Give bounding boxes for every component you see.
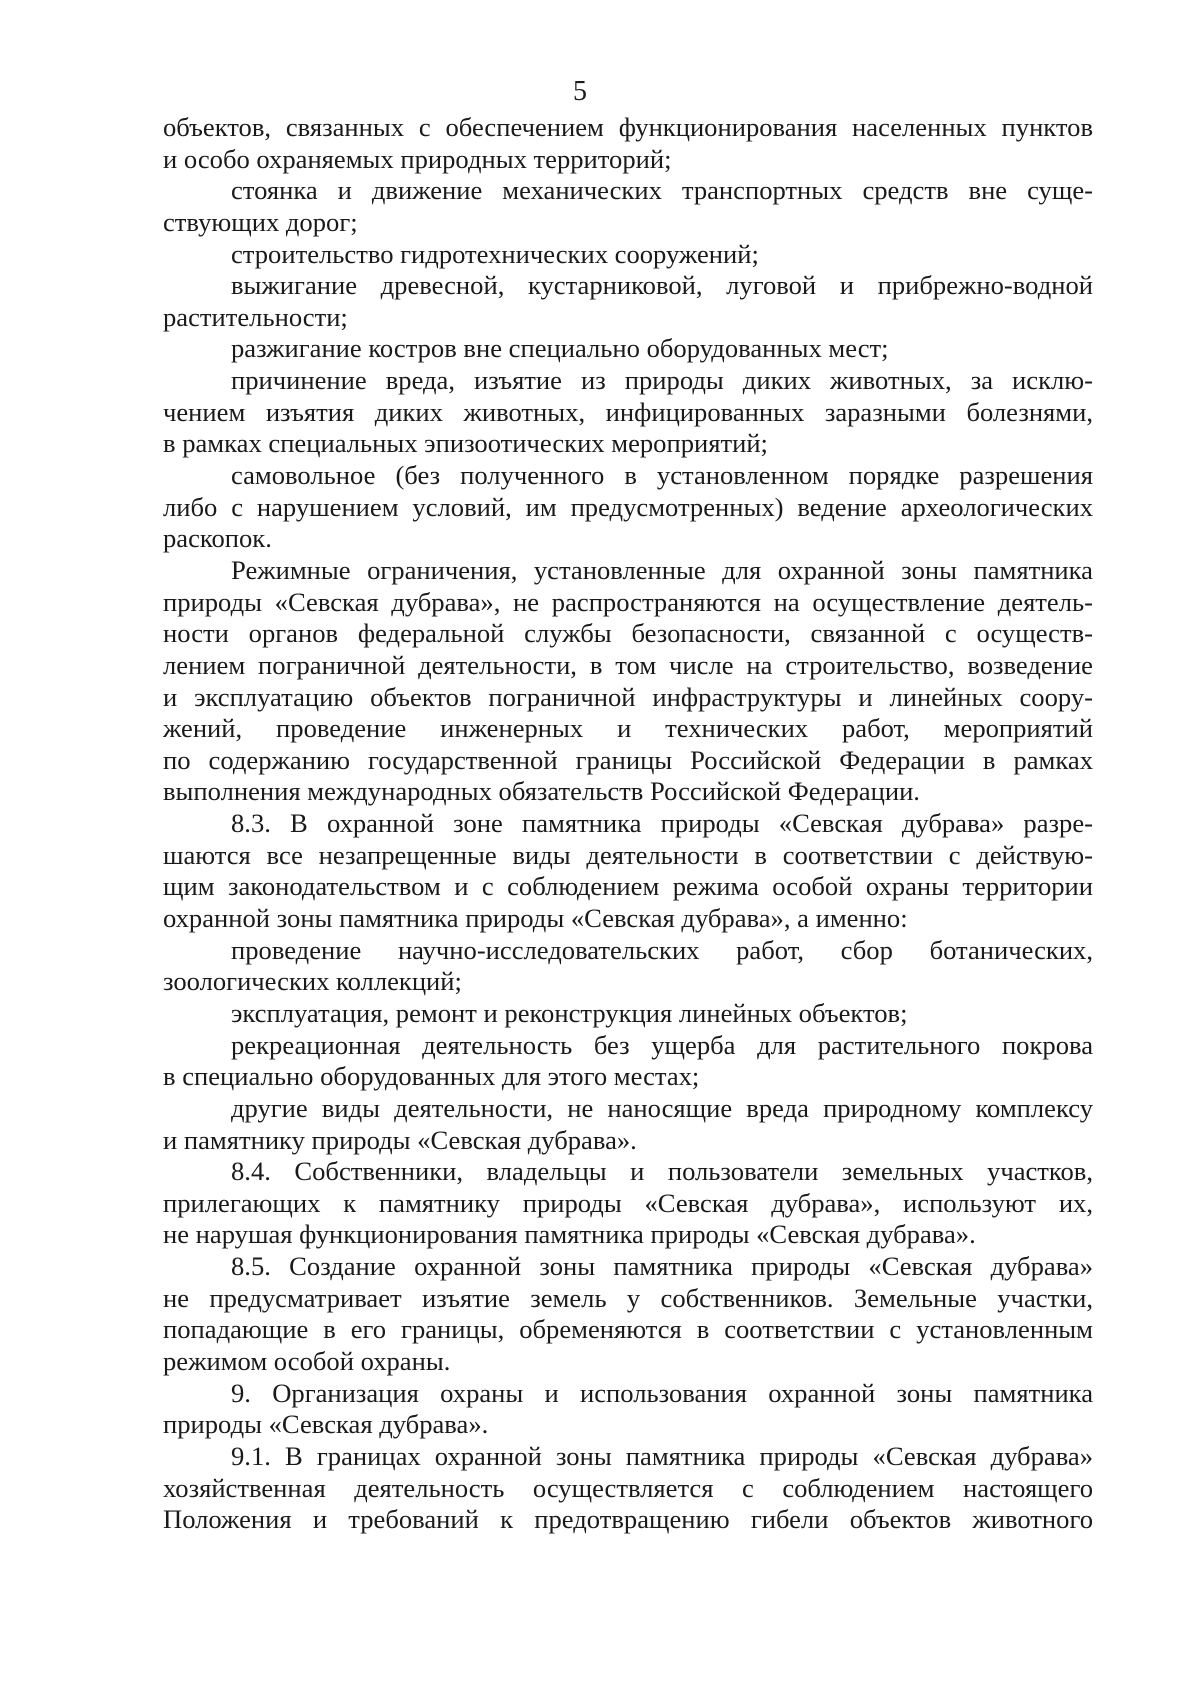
page-number: 5 [573, 76, 587, 107]
text-line: ствующих дорог; [163, 206, 358, 237]
text-line: ности органов федеральной службы безопасности, связанной с осуществ- [163, 618, 1093, 649]
text-line: жений, проведение инженерных и технических работ, мероприятий [163, 713, 1093, 744]
text-line: 8.4. Собственники, владельцы и пользователи земельных участков, [231, 1156, 1093, 1187]
text-line: выжигание древесной, кустарниковой, луговой и прибрежно-водной [231, 270, 1093, 301]
text-line: 9. Организация охраны и использования охранной зоны памятника [231, 1377, 1093, 1408]
text-line: хозяйственная деятельность осуществляется с соблюдением настоящего [163, 1472, 1093, 1503]
text-line: охранной зоны памятника природы «Севская дубрава», а именно: [163, 903, 908, 934]
text-line: другие виды деятельности, не наносящие вреда природному комплексу [231, 1092, 1093, 1123]
document-body [163, 112, 1093, 1536]
text-line: и особо охраняемых природных территорий; [163, 143, 672, 174]
text-line: лением пограничной деятельности, в том числе на строительство, возведение [163, 649, 1093, 680]
text-line: природы «Севская дубрава», не распространяются на осуществление деятель- [163, 586, 1093, 617]
text-line: стоянка и движение механических транспортных средств вне суще- [231, 175, 1093, 206]
text-line: Положения и требований к предотвращению гибели объектов животного [163, 1504, 1093, 1535]
text-line: Режимные ограничения, установленные для охранной зоны памятника [231, 554, 1093, 585]
text-line: зоологических коллекций; [163, 966, 462, 997]
text-line: объектов, связанных с обеспечением функционирования населенных пунктов [163, 112, 1093, 142]
text-line: по содержанию государственной границы Российской Федерации в рамках [163, 744, 1093, 775]
text-line: причинение вреда, изъятие из природы диких животных, за исклю- [231, 365, 1093, 396]
text-line: разжигание костров вне специально оборудованных мест; [231, 333, 889, 364]
text-line: щим законодательством и с соблюдением режима особой охраны территории [163, 871, 1093, 902]
text-line: и памятнику природы «Севская дубрава». [163, 1124, 637, 1155]
text-line: попадающие в его границы, обременяются в соответствии с установленным [163, 1314, 1093, 1345]
text-line: не нарушая функционирования памятника природы «Севская дубрава». [163, 1219, 976, 1250]
text-line: выполнения международных обязательств Российской Федерации. [163, 776, 920, 807]
text-line: либо с нарушением условий, им предусмотренных) ведение археологических [163, 491, 1093, 522]
text-line: рекреационная деятельность без ущерба для растительного покрова [231, 1029, 1093, 1060]
text-line: раскопок. [163, 523, 272, 554]
text-line: не предусматривает изъятие земель у собственников. Земельные участки, [163, 1282, 1093, 1313]
text-line: режимом особой охраны. [163, 1345, 451, 1376]
text-line: прилегающих к памятнику природы «Севская дубрава», используют их, [163, 1187, 1093, 1218]
text-line: растительности; [163, 301, 348, 332]
text-line: и эксплуатацию объектов пограничной инфраструктуры и линейных соору- [163, 681, 1093, 712]
text-line: эксплуатация, ремонт и реконструкция линейных объектов; [231, 997, 908, 1028]
text-line: 8.5. Создание охранной зоны памятника природы «Севская дубрава» [231, 1251, 1093, 1282]
text-line: шаются все незапрещенные виды деятельности в соответствии с действую- [163, 839, 1093, 870]
text-line: чением изъятия диких животных, инфицированных заразными болезнями, [163, 396, 1093, 427]
text-line: в рамках специальных эпизоотических мероприятий; [163, 428, 768, 459]
text-line: строительство гидротехнических сооружений; [231, 238, 759, 269]
text-line: 8.3. В охранной зоне памятника природы «Севская дубрава» разре- [231, 808, 1093, 839]
text-line: проведение научно-исследовательских работ, сбор ботанических, [231, 934, 1093, 965]
text-line: 9.1. В границах охранной зоны памятника природы «Севская дубрава» [231, 1440, 1093, 1471]
text-line: самовольное (без полученного в установленном порядке разрешения [231, 460, 1093, 491]
text-line: природы «Севская дубрава». [163, 1409, 489, 1440]
text-line: в специально оборудованных для этого местах; [163, 1061, 700, 1092]
